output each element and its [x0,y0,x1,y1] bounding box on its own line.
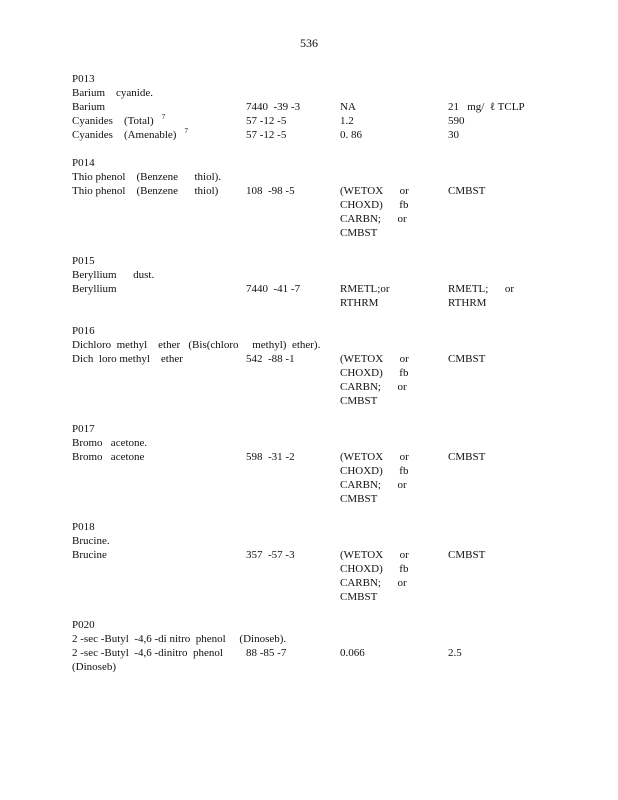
cas-number: 7440 -39 -3 [246,101,301,113]
wastewater-standard: RMETL;or RTHRM [340,283,390,309]
entry-p017 [72,422,552,506]
cas-number: 57 -12 -5 [246,115,287,127]
constituent-name: Cyanides (Total) [72,115,154,127]
waste-entries [72,72,552,688]
wastewater-standard: (WETOX or CHOXD) fb CARBN; or CMBST [340,185,409,239]
constituent-row [72,100,552,114]
constituent-name: Barium [72,101,105,113]
wastewater-standard: 0. 86 [340,129,362,141]
nonwastewater-standard: CMBST [448,353,486,365]
entry-p016 [72,324,552,408]
constituent-row [72,128,552,142]
constituent-row [72,646,552,674]
waste-name: 2 -sec -Butyl -4,6 -di nitro phenol (Dinoseb). [72,633,287,645]
nonwastewater-standard: RMETL; or RTHRM [448,283,514,309]
nonwastewater-standard: CMBST [448,185,486,197]
constituent-row [72,450,552,506]
wastewater-standard: (WETOX or CHOXD) fb CARBN; or CMBST [340,353,409,407]
waste-name: Bromo acetone. [72,437,148,449]
constituent-name: Bromo acetone [72,451,145,463]
constituent-row [72,548,552,604]
nonwastewater-standard: 2.5 [448,647,462,659]
constituent-name: Thio phenol (Benzene thiol) [72,185,219,197]
cas-number: 108 -98 -5 [246,185,295,197]
waste-code: P015 [72,255,95,267]
constituent-row [72,282,552,310]
constituent-name: Brucine [72,549,107,561]
waste-code: P016 [72,325,95,337]
nonwastewater-standard: CMBST [448,549,486,561]
waste-name: Barium cyanide. [72,87,153,99]
page-number: 536 [300,36,318,50]
cas-number: 7440 -41 -7 [246,283,301,295]
waste-code: P017 [72,423,95,435]
constituent-name: Dich loro methyl ether [72,353,183,365]
footnote-marker: 7 [161,113,166,122]
entry-p015 [72,254,552,310]
entry-p020 [72,618,552,674]
constituent-name: 2 -sec -Butyl -4,6 -dinitro phenol (Dinoseb) [72,647,223,673]
wastewater-standard: (WETOX or CHOXD) fb CARBN; or CMBST [340,549,409,603]
entry-p014 [72,156,552,240]
wastewater-standard: 1.2 [340,115,354,127]
nonwastewater-standard: 21 mg/ ℓ TCLP [448,101,525,113]
cas-number: 88 -85 -7 [246,647,287,659]
cas-number: 542 -88 -1 [246,353,295,365]
waste-code: P020 [72,619,95,631]
footnote-marker: 7 [184,127,188,136]
constituent-row [72,114,552,128]
waste-code: P018 [72,521,95,533]
wastewater-standard: 0.066 [340,647,365,659]
cas-number: 598 -31 -2 [246,451,295,463]
waste-name: Beryllium dust. [72,269,155,281]
entry-p018 [72,520,552,604]
wastewater-standard: NA [340,101,356,113]
cas-number: 57 -12 -5 [246,129,287,141]
cas-number: 357 -57 -3 [246,549,295,561]
wastewater-standard: (WETOX or CHOXD) fb CARBN; or CMBST [340,451,409,505]
waste-code: P013 [72,73,95,85]
nonwastewater-standard: 590 [448,115,465,127]
waste-name: Thio phenol (Benzene thiol). [72,171,222,183]
waste-name: Dichloro methyl ether (Bis(chloro methyl) ether). [72,339,321,351]
entry-p013 [72,72,552,142]
waste-code: P014 [72,157,95,169]
constituent-row [72,352,552,408]
nonwastewater-standard: 30 [448,129,459,141]
nonwastewater-standard: CMBST [448,451,486,463]
waste-name: Brucine. [72,535,110,547]
constituent-name: Beryllium [72,283,117,295]
constituent-name: Cyanides (Amenable) [72,129,177,141]
constituent-row [72,184,552,240]
